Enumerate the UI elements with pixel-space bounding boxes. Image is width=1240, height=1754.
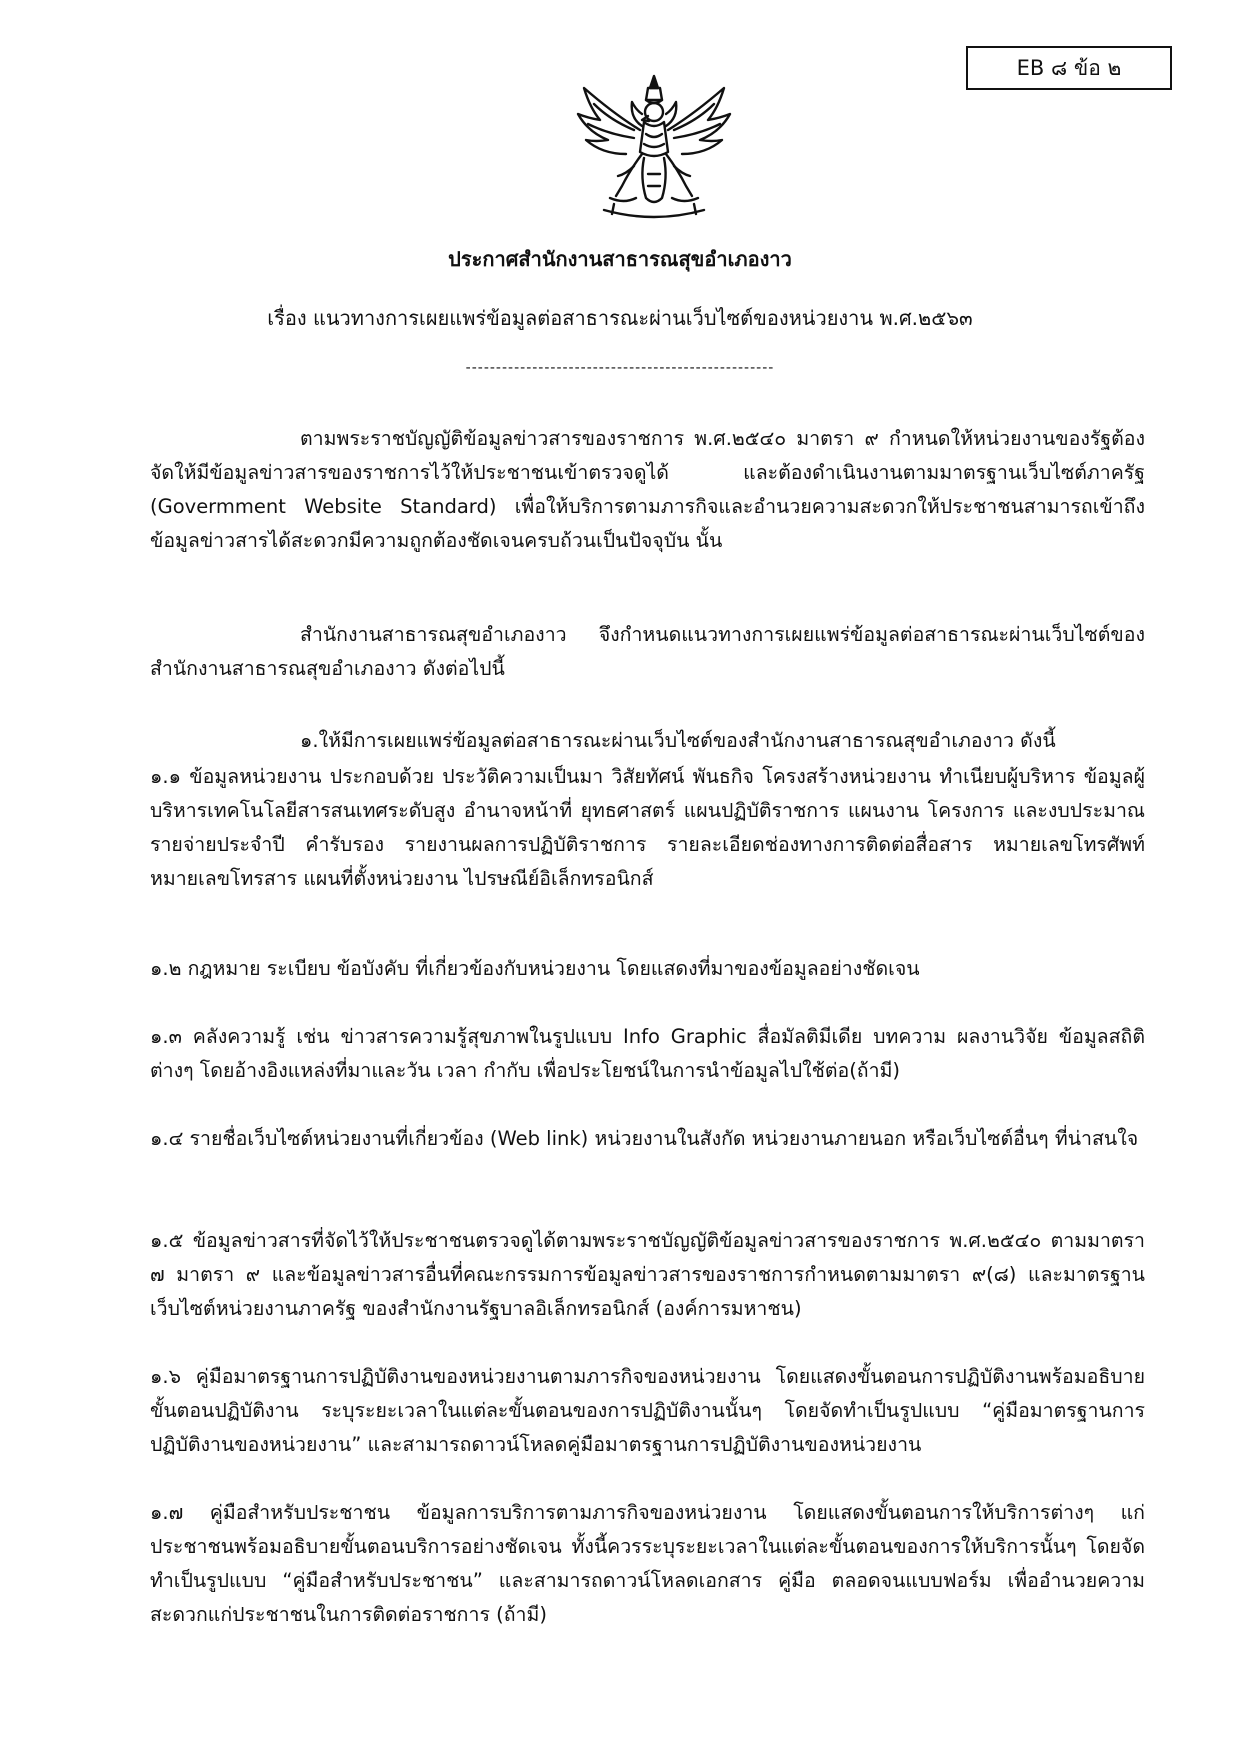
garuda-emblem-icon bbox=[574, 74, 734, 224]
document-subject: เรื่อง แนวทางการเผยแพร่ข้อมูลต่อสาธารณะผ่านเว็บไซต์ของหน่วยงาน พ.ศ.๒๕๖๓ bbox=[267, 306, 973, 330]
paragraph-item-1-1: ๑.๑ ข้อมูลหน่วยงาน ประกอบด้วย ประวัติความเป็นมา วิสัยทัศน์ พันธกิจ โครงสร้างหน่วยงาน ทำเนียบผู้บริหาร ข้อมูลผู้บริหารเทคโนโลยีสารสนเทศระดับสูง อำนาจหน้าที่ ยุทธศาสตร์ แผนปฏิบัติราชการ แผนงาน โครงการ และงบประมาณรายจ่ายประจำปี คำรับรอง รายงานผลการปฏิบัติราชการ รายละเอียดช่องทางการติดต่อสื่อสาร หมายเลขโทรศัพท์ หมายเลขโทรสาร แผนที่ตั้งหน่วยงาน ไปรษณีย์อิเล็กทรอนิกส์ bbox=[150, 765, 1145, 890]
document-title: ประกาศสำนักงานสาธารณสุขอำเภองาว bbox=[448, 247, 792, 271]
paragraph-item-1: ๑.ให้มีการเผยแพร่ข้อมูลต่อสาธารณะผ่านเว็บไซต์ของสำนักงานสาธารณสุขอำเภองาว ดังนี้ bbox=[300, 729, 1056, 752]
reference-code: EB ๘ ข้อ ๒ bbox=[1016, 56, 1122, 80]
paragraph-item-1-7: ๑.๗ คู่มือสำหรับประชาชน ข้อมูลการบริการตามภารกิจของหน่วยงาน โดยแสดงขั้นตอนการให้บริการต่างๆ แก่ประชาชนพร้อมอธิบายขั้นตอนบริการอย่างชัดเจน ทั้งนี้ควรระบุระยะเวลาในแต่ละขั้นตอนของการให้บริการนั้นๆ โดยจัดทำเป็นรูปแบบ “คู่มือสำหรับประชาชน” และสามารถดาวน์โหลดเอกสาร คู่มือ ตลอดจนแบบฟอร์ม เพื่ออำนวยความสะดวกแก่ประชาชนในการติดต่อราชการ (ถ้ามี) bbox=[150, 1501, 1145, 1626]
paragraph-item-1-6: ๑.๖ คู่มือมาตรฐานการปฏิบัติงานของหน่วยงานตามภารกิจของหน่วยงาน โดยแสดงขั้นตอนการปฏิบัติงานพร้อมอธิบายขั้นตอนปฏิบัติงาน ระบุระยะเวลาในแต่ละขั้นตอนของการปฏิบัติงานนั้นๆ โดยจัดทำเป็นรูปแบบ “คู่มือมาตรฐานการปฏิบัติงานของหน่วยงาน” และสามารถดาวน์โหลดคู่มือมาตรฐานการปฏิบัติงานของหน่วยงาน bbox=[150, 1365, 1145, 1456]
paragraph-announcement: สำนักงานสาธารณสุขอำเภองาว จึงกำหนดแนวทางการเผยแพร่ข้อมูลต่อสาธารณะผ่านเว็บไซต์ของสำนักงานสาธารณสุขอำเภองาว ดังต่อไปนี้ bbox=[150, 623, 1145, 680]
reference-code-box bbox=[966, 46, 1172, 90]
paragraph-item-1-2: ๑.๒ กฎหมาย ระเบียบ ข้อบังคับ ที่เกี่ยวข้องกับหน่วยงาน โดยแสดงที่มาของข้อมูลอย่างชัดเจน bbox=[150, 957, 920, 980]
paragraph-item-1-5: ๑.๕ ข้อมูลข่าวสารที่จัดไว้ให้ประชาชนตรวจดูได้ตามพระราชบัญญัติข้อมูลข่าวสารของราชการ พ.ศ.๒๕๔๐ ตามมาตรา ๗ มาตรา ๙ และข้อมูลข่าวสารอื่นที่คณะกรรมการข้อมูลข่าวสารของราชการกำหนดตามมาตรา ๙(๘) และมาตรฐานเว็บไซต์หน่วยงานภาครัฐ ของสำนักงานรัฐบาลอิเล็กทรอนิกส์ (องค์การมหาชน) bbox=[150, 1229, 1145, 1320]
separator-line: --------------------------------------------------- bbox=[465, 360, 775, 376]
paragraph-intro: ตามพระราชบัญญัติข้อมูลข่าวสารของราชการ พ.ศ.๒๕๔๐ มาตรา ๙ กำหนดให้หน่วยงานของรัฐต้องจัดให้มีข้อมูลข่าวสารของราชการไว้ให้ประชาชนเข้าตรวจดูได้ และต้องดำเนินงานตามมาตรฐานเว็บไซต์ภาครัฐ (Govermment Website Standard) เพื่อให้บริการตามภารกิจและอำนวยความสะดวกให้ประชาชนสามารถเข้าถึงข้อมูลข่าวสารได้สะดวกมีความถูกต้องชัดเจนครบถ้วนเป็นปัจจุบัน นั้น bbox=[150, 427, 1145, 552]
paragraph-item-1-3: ๑.๓ คลังความรู้ เช่น ข่าวสารความรู้สุขภาพในรูปแบบ Info Graphic สื่อมัลติมีเดีย บทความ ผลงานวิจัย ข้อมูลสถิติต่างๆ โดยอ้างอิงแหล่งที่มาและวัน เวลา กำกับ เพื่อประโยชน์ในการนำข้อมูลไปใช้ต่อ(ถ้ามี) bbox=[150, 1025, 1145, 1082]
paragraph-item-1-4: ๑.๔ รายชื่อเว็บไซต์หน่วยงานที่เกี่ยวข้อง (Web link) หน่วยงานในสังกัด หน่วยงานภายนอก หรือเว็บไซต์อื่นๆ ที่น่าสนใจ bbox=[150, 1127, 1139, 1150]
